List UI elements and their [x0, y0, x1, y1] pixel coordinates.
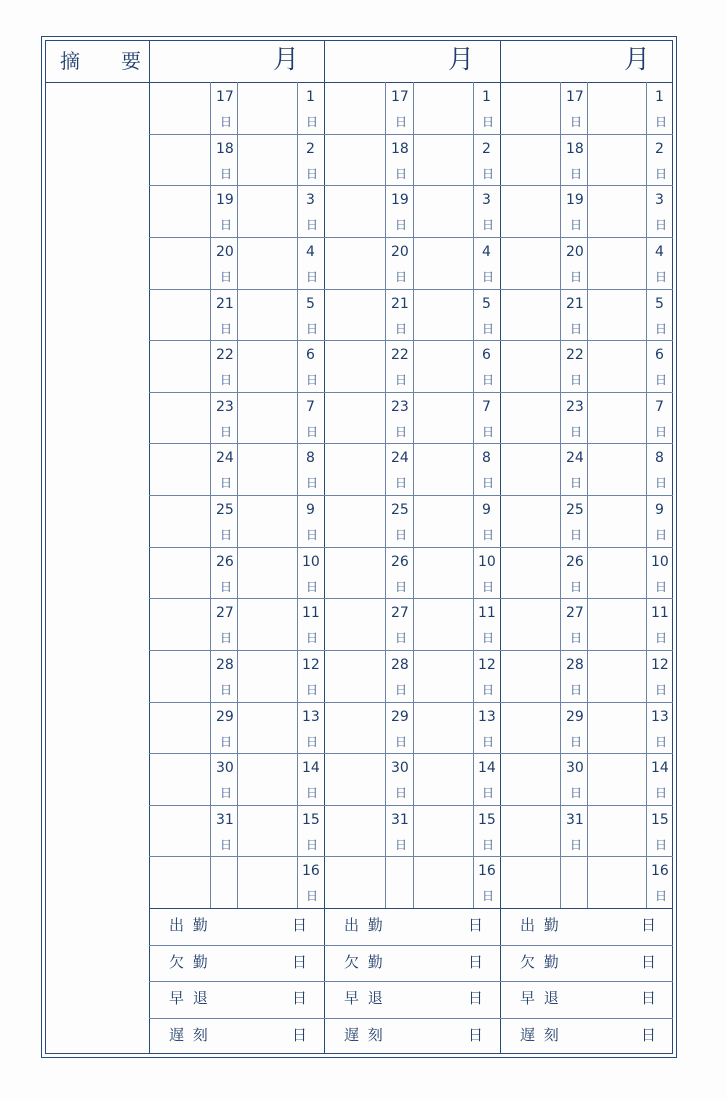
day-number: 28	[391, 657, 409, 673]
day-unit: 日	[306, 631, 319, 645]
summary-row-line	[149, 981, 673, 982]
day-row-line	[500, 185, 673, 186]
day-row-line	[500, 443, 673, 444]
day-row-line	[149, 650, 324, 651]
day-number: 24	[391, 450, 409, 466]
day-row-line	[324, 495, 500, 496]
summary-label: 早 退	[520, 989, 561, 1007]
day-unit: 日	[395, 528, 408, 542]
day-unit: 日	[395, 322, 408, 336]
day-number: 7	[306, 399, 315, 415]
day-number: 10	[302, 554, 320, 570]
day-unit: 日	[570, 270, 583, 284]
day-number: 30	[216, 760, 234, 776]
day-unit: 日	[655, 580, 668, 594]
day-unit: 日	[655, 167, 668, 181]
summary-row-line	[149, 945, 673, 946]
summary-unit: 日	[292, 953, 308, 971]
day-number: 12	[478, 657, 496, 673]
day-unit: 日	[570, 838, 583, 852]
summary-unit: 日	[641, 916, 657, 934]
day-number: 27	[391, 605, 409, 621]
day-row-line	[324, 547, 500, 548]
day-number: 9	[306, 502, 315, 518]
day-unit: 日	[395, 476, 408, 490]
day-unit: 日	[395, 218, 408, 232]
day-unit: 日	[655, 838, 668, 852]
day-number: 15	[651, 812, 669, 828]
day-number: 4	[482, 244, 491, 260]
day-number: 29	[216, 709, 234, 725]
day-unit: 日	[395, 735, 408, 749]
day-row-line	[500, 289, 673, 290]
day-row-line	[149, 289, 324, 290]
day-number: 14	[651, 760, 669, 776]
day-number: 22	[216, 347, 234, 363]
day-unit: 日	[655, 889, 668, 903]
day-number: 16	[302, 863, 320, 879]
day-row-line	[324, 340, 500, 341]
summary-unit: 日	[292, 1026, 308, 1044]
day-unit: 日	[220, 425, 233, 439]
day-unit: 日	[655, 425, 668, 439]
day-number: 27	[216, 605, 234, 621]
day-number: 23	[391, 399, 409, 415]
day-number: 2	[655, 141, 664, 157]
day-number: 13	[302, 709, 320, 725]
day-unit: 日	[220, 476, 233, 490]
day-row-line	[149, 237, 324, 238]
day-number: 5	[655, 296, 664, 312]
day-unit: 日	[482, 580, 495, 594]
day-number: 18	[216, 141, 234, 157]
day-number: 30	[391, 760, 409, 776]
day-number: 12	[651, 657, 669, 673]
day-unit: 日	[395, 786, 408, 800]
month-header-label: 月	[448, 45, 475, 75]
summary-label: 遅 刻	[169, 1026, 210, 1044]
day-unit: 日	[220, 683, 233, 697]
summary-label: 出 勤	[169, 916, 210, 934]
day-row-line	[149, 134, 324, 135]
day-number: 22	[566, 347, 584, 363]
day-number: 6	[482, 347, 491, 363]
day-number: 23	[566, 399, 584, 415]
day-unit: 日	[482, 786, 495, 800]
day-unit: 日	[220, 528, 233, 542]
day-row-line	[500, 340, 673, 341]
day-row-line	[324, 185, 500, 186]
day-unit: 日	[306, 476, 319, 490]
day-number: 7	[655, 399, 664, 415]
day-number: 8	[306, 450, 315, 466]
day-unit: 日	[306, 218, 319, 232]
summary-row-line	[149, 1018, 673, 1019]
day-unit: 日	[220, 735, 233, 749]
day-number: 18	[391, 141, 409, 157]
day-number: 31	[216, 812, 234, 828]
day-row-line	[149, 805, 324, 806]
day-number: 3	[306, 192, 315, 208]
day-number: 11	[478, 605, 496, 621]
day-number: 20	[566, 244, 584, 260]
day-unit: 日	[570, 115, 583, 129]
day-number: 26	[216, 554, 234, 570]
day-number: 29	[566, 709, 584, 725]
day-number: 17	[391, 89, 409, 105]
summary-unit: 日	[641, 989, 657, 1007]
day-unit: 日	[482, 735, 495, 749]
day-unit: 日	[570, 580, 583, 594]
day-number: 7	[482, 399, 491, 415]
day-row-line	[324, 237, 500, 238]
day-row-line	[500, 805, 673, 806]
day-number: 20	[216, 244, 234, 260]
day-number: 29	[391, 709, 409, 725]
day-row-line	[500, 392, 673, 393]
day-number: 21	[391, 296, 409, 312]
day-number: 15	[302, 812, 320, 828]
summary-unit: 日	[641, 953, 657, 971]
day-number: 1	[306, 89, 315, 105]
day-unit: 日	[220, 373, 233, 387]
day-number: 2	[482, 141, 491, 157]
day-unit: 日	[482, 167, 495, 181]
day-number: 14	[302, 760, 320, 776]
day-row-line	[324, 856, 500, 857]
day-unit: 日	[220, 631, 233, 645]
summary-header-char: 要	[121, 49, 141, 73]
day-row-line	[149, 702, 324, 703]
day-number: 22	[391, 347, 409, 363]
day-number: 17	[566, 89, 584, 105]
day-number: 19	[566, 192, 584, 208]
day-unit: 日	[395, 373, 408, 387]
summary-label: 早 退	[344, 989, 385, 1007]
day-unit: 日	[570, 425, 583, 439]
day-number: 21	[566, 296, 584, 312]
day-number: 4	[306, 244, 315, 260]
day-unit: 日	[306, 580, 319, 594]
day-number: 19	[391, 192, 409, 208]
day-unit: 日	[482, 889, 495, 903]
day-row-line	[149, 598, 324, 599]
summary-label: 遅 刻	[344, 1026, 385, 1044]
day-unit: 日	[306, 425, 319, 439]
day-number: 15	[478, 812, 496, 828]
day-unit: 日	[482, 425, 495, 439]
day-unit: 日	[220, 218, 233, 232]
summary-unit: 日	[468, 916, 484, 934]
month-header-label: 月	[624, 45, 651, 75]
day-row-line	[500, 702, 673, 703]
day-unit: 日	[220, 322, 233, 336]
day-unit: 日	[306, 322, 319, 336]
day-unit: 日	[655, 322, 668, 336]
day-unit: 日	[306, 528, 319, 542]
day-row-line	[500, 598, 673, 599]
day-unit: 日	[395, 838, 408, 852]
day-row-line	[324, 805, 500, 806]
header-divider	[45, 82, 673, 83]
summary-label: 出 勤	[344, 916, 385, 934]
day-row-line	[149, 495, 324, 496]
day-number: 8	[655, 450, 664, 466]
day-unit: 日	[220, 580, 233, 594]
day-number: 13	[651, 709, 669, 725]
summary-unit: 日	[292, 989, 308, 1007]
day-unit: 日	[655, 528, 668, 542]
day-unit: 日	[655, 735, 668, 749]
summary-label: 遅 刻	[520, 1026, 561, 1044]
day-unit: 日	[482, 838, 495, 852]
day-row-line	[500, 856, 673, 857]
day-unit: 日	[395, 270, 408, 284]
day-number: 9	[482, 502, 491, 518]
summary-label: 欠 勤	[169, 953, 210, 971]
day-unit: 日	[482, 115, 495, 129]
day-row-line	[500, 237, 673, 238]
day-row-line	[324, 443, 500, 444]
day-unit: 日	[482, 528, 495, 542]
day-number: 10	[478, 554, 496, 570]
day-number: 24	[216, 450, 234, 466]
day-number: 28	[216, 657, 234, 673]
day-number: 24	[566, 450, 584, 466]
day-unit: 日	[482, 683, 495, 697]
day-row-line	[324, 289, 500, 290]
day-row-line	[324, 134, 500, 135]
day-number: 6	[306, 347, 315, 363]
day-unit: 日	[482, 631, 495, 645]
day-number: 3	[482, 192, 491, 208]
day-row-line	[324, 650, 500, 651]
day-unit: 日	[655, 218, 668, 232]
summary-unit: 日	[468, 989, 484, 1007]
day-number: 13	[478, 709, 496, 725]
day-unit: 日	[306, 735, 319, 749]
summary-top-line	[149, 908, 673, 909]
day-number: 25	[391, 502, 409, 518]
day-number: 17	[216, 89, 234, 105]
day-row-line	[149, 392, 324, 393]
day-number: 25	[216, 502, 234, 518]
day-number: 3	[655, 192, 664, 208]
day-unit: 日	[306, 838, 319, 852]
day-unit: 日	[655, 270, 668, 284]
day-number: 2	[306, 141, 315, 157]
day-unit: 日	[570, 528, 583, 542]
summary-unit: 日	[641, 1026, 657, 1044]
day-row-line	[500, 753, 673, 754]
day-unit: 日	[395, 167, 408, 181]
day-number: 4	[655, 244, 664, 260]
summary-unit: 日	[292, 916, 308, 934]
day-number: 25	[566, 502, 584, 518]
day-number: 12	[302, 657, 320, 673]
day-number: 21	[216, 296, 234, 312]
day-unit: 日	[395, 683, 408, 697]
day-row-line	[149, 185, 324, 186]
day-unit: 日	[220, 270, 233, 284]
day-number: 23	[216, 399, 234, 415]
day-unit: 日	[570, 476, 583, 490]
day-row-line	[149, 856, 324, 857]
day-unit: 日	[655, 115, 668, 129]
day-unit: 日	[482, 373, 495, 387]
day-number: 14	[478, 760, 496, 776]
summary-label: 欠 勤	[520, 953, 561, 971]
day-row-line	[500, 650, 673, 651]
day-unit: 日	[395, 631, 408, 645]
day-row-line	[149, 753, 324, 754]
day-number: 28	[566, 657, 584, 673]
summary-label: 欠 勤	[344, 953, 385, 971]
day-unit: 日	[482, 322, 495, 336]
summary-label: 早 退	[169, 989, 210, 1007]
day-unit: 日	[570, 167, 583, 181]
day-row-line	[500, 547, 673, 548]
day-number: 18	[566, 141, 584, 157]
day-unit: 日	[655, 631, 668, 645]
day-number: 27	[566, 605, 584, 621]
day-number: 31	[566, 812, 584, 828]
day-number: 1	[655, 89, 664, 105]
day-unit: 日	[482, 218, 495, 232]
day-number: 30	[566, 760, 584, 776]
day-unit: 日	[220, 167, 233, 181]
summary-unit: 日	[468, 1026, 484, 1044]
day-number: 19	[216, 192, 234, 208]
day-unit: 日	[570, 631, 583, 645]
summary-label: 出 勤	[520, 916, 561, 934]
day-unit: 日	[306, 889, 319, 903]
day-unit: 日	[570, 373, 583, 387]
day-row-line	[324, 598, 500, 599]
day-number: 26	[566, 554, 584, 570]
day-number: 20	[391, 244, 409, 260]
day-unit: 日	[306, 270, 319, 284]
day-unit: 日	[220, 786, 233, 800]
day-row-line	[324, 753, 500, 754]
day-unit: 日	[220, 838, 233, 852]
day-unit: 日	[570, 683, 583, 697]
day-unit: 日	[306, 683, 319, 697]
day-row-line	[324, 702, 500, 703]
day-number: 9	[655, 502, 664, 518]
day-number: 31	[391, 812, 409, 828]
day-number: 10	[651, 554, 669, 570]
day-unit: 日	[482, 476, 495, 490]
day-row-line	[149, 340, 324, 341]
day-unit: 日	[395, 115, 408, 129]
day-unit: 日	[220, 115, 233, 129]
day-unit: 日	[570, 322, 583, 336]
day-unit: 日	[655, 476, 668, 490]
summary-unit: 日	[468, 953, 484, 971]
day-unit: 日	[395, 580, 408, 594]
day-row-line	[324, 392, 500, 393]
day-unit: 日	[655, 786, 668, 800]
day-number: 16	[478, 863, 496, 879]
day-unit: 日	[655, 683, 668, 697]
day-number: 11	[302, 605, 320, 621]
day-number: 16	[651, 863, 669, 879]
summary-header-char: 摘	[60, 49, 80, 73]
day-unit: 日	[570, 735, 583, 749]
day-unit: 日	[306, 167, 319, 181]
day-row-line	[500, 495, 673, 496]
day-unit: 日	[306, 373, 319, 387]
day-row-line	[149, 547, 324, 548]
day-number: 5	[306, 296, 315, 312]
day-unit: 日	[570, 786, 583, 800]
day-row-line	[500, 134, 673, 135]
day-number: 5	[482, 296, 491, 312]
day-unit: 日	[482, 270, 495, 284]
day-unit: 日	[570, 218, 583, 232]
day-number: 8	[482, 450, 491, 466]
day-unit: 日	[655, 373, 668, 387]
day-number: 1	[482, 89, 491, 105]
day-unit: 日	[306, 786, 319, 800]
day-number: 26	[391, 554, 409, 570]
day-unit: 日	[306, 115, 319, 129]
day-number: 11	[651, 605, 669, 621]
day-number: 6	[655, 347, 664, 363]
day-row-line	[149, 443, 324, 444]
month-header-label: 月	[273, 45, 300, 75]
day-unit: 日	[395, 425, 408, 439]
